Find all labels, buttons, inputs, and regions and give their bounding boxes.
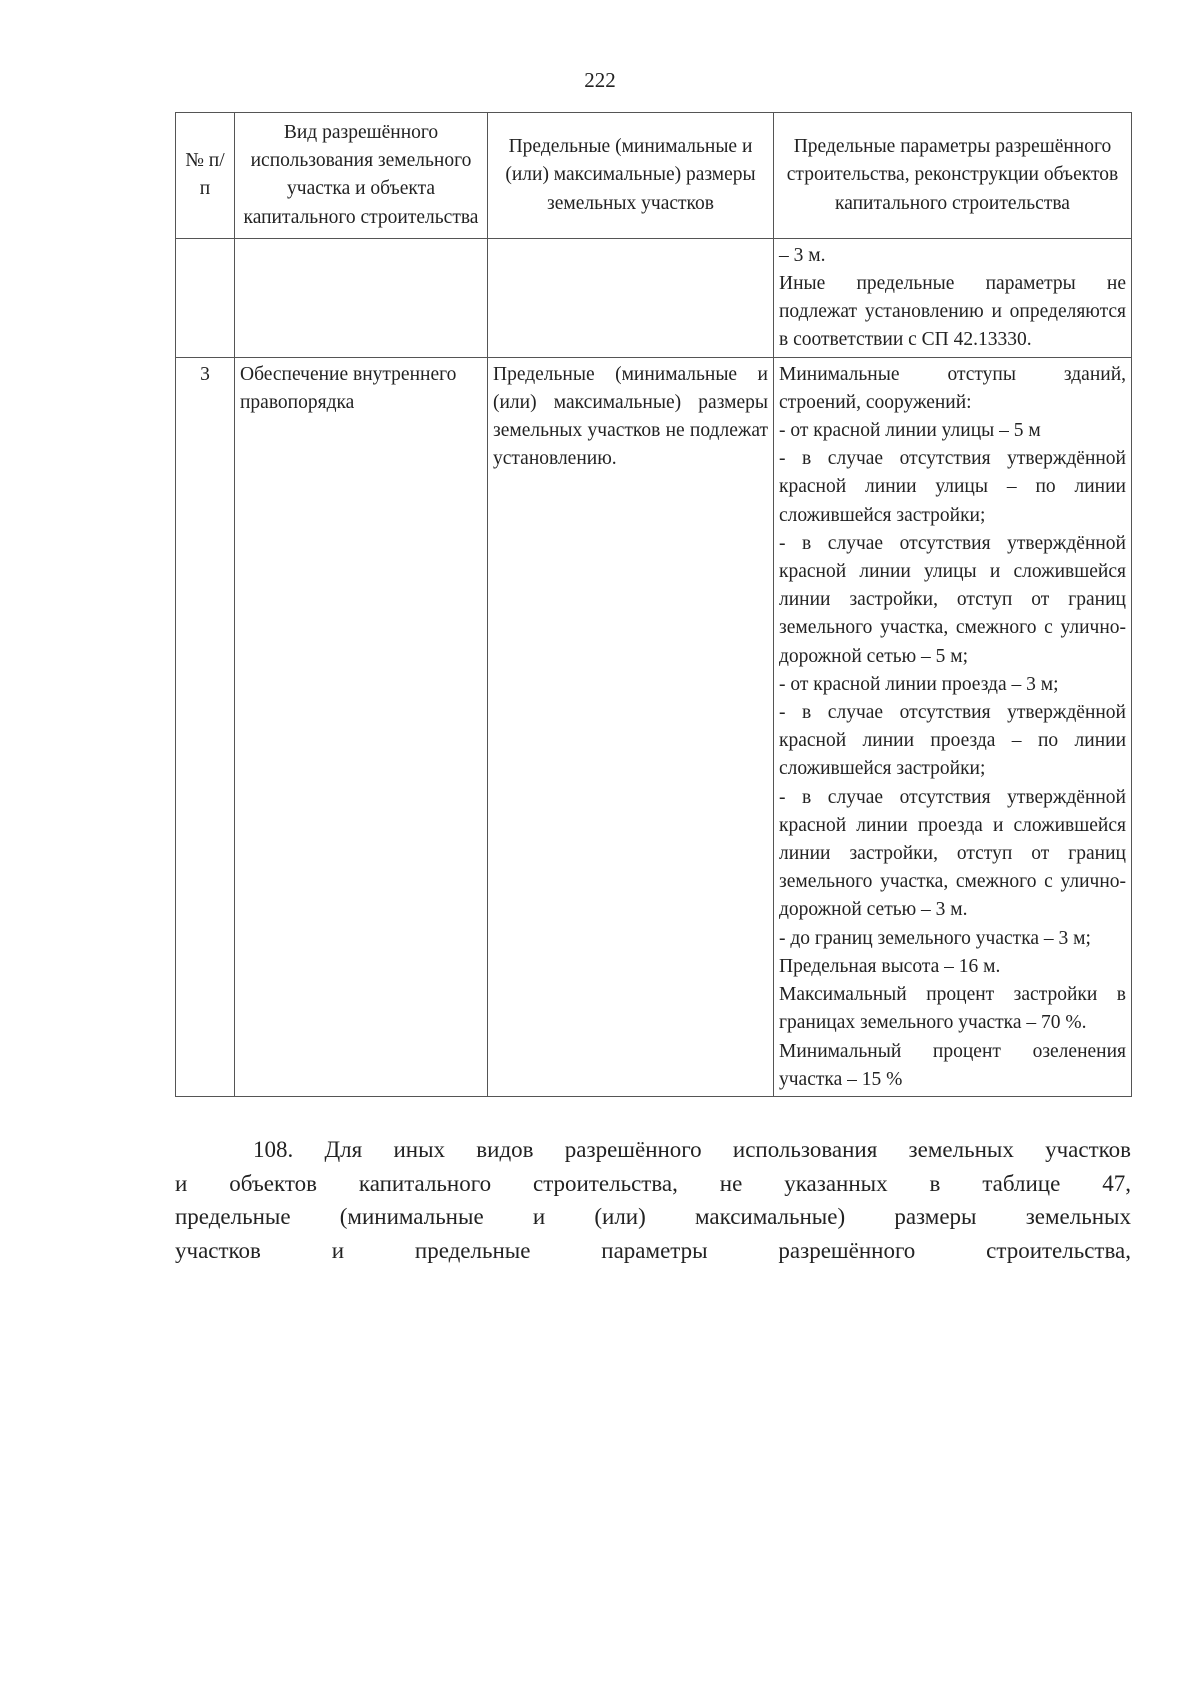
- table-row-continuation: [176, 238, 1132, 357]
- cell-number: [176, 238, 235, 357]
- param-line: Максимальный процент застройки в границах земельного участка – 70 %.: [779, 984, 1126, 1034]
- param-line: - от красной линии проезда – 3 м;: [779, 673, 1059, 695]
- cell-land-size: Предельные (минимальные и (или) максимальные) размеры земельных участков не подлежат установлению.: [488, 357, 774, 1096]
- body-paragraph: [175, 1133, 1131, 1267]
- param-line: - до границ земельного участка – 3 м;: [779, 927, 1091, 949]
- param-line: Предельная высота – 16 м.: [779, 955, 1001, 977]
- header-use-type: Вид разрешённого использования земельного участка и объекта капитального строительства: [235, 113, 488, 239]
- page-number: 222: [584, 68, 616, 92]
- header-building-params: Предельные параметры разрешённого строительства, реконструкции объектов капитального строительства: [774, 113, 1132, 239]
- header-land-size: Предельные (минимальные и (или) максимальные) размеры земельных участков: [488, 113, 774, 239]
- paragraph-line: и объектов капитального строительства, не указанных в таблице 47,: [175, 1170, 1131, 1196]
- param-line: - от красной линии улицы – 5 м: [779, 420, 1041, 442]
- param-line: Минимальный процент озеленения участка – 15 %: [779, 1040, 1126, 1090]
- param-line: – 3 м.: [779, 244, 826, 266]
- cell-land-size: [488, 238, 774, 357]
- param-line: Минимальные отступы зданий, строений, сооружений:: [779, 363, 1126, 413]
- table-row: [176, 357, 1132, 1096]
- param-line: Иные предельные параметры не подлежат установлению и определяются в соответствии с СП 42.13330.: [779, 273, 1126, 351]
- paragraph-line: участков и предельные параметры разрешённого строительства,: [175, 1237, 1131, 1263]
- regulation-table: [175, 112, 1132, 1097]
- param-line: - в случае отсутствия утверждённой красной линии улицы – по линии сложившейся застройки;: [779, 448, 1126, 526]
- cell-building-params: [774, 238, 1132, 357]
- header-number: № п/п: [176, 113, 235, 239]
- paragraph-line: предельные (минимальные и (или) максимальные) размеры земельных: [175, 1204, 1131, 1229]
- cell-use-type: Обеспечение внутреннего правопорядка: [235, 357, 488, 1096]
- param-line: - в случае отсутствия утверждённой красной линии проезда и сложившейся линии застройки, отступ от границ земельного участка, смежного с улично-дорожной сетью – 3 м.: [779, 786, 1126, 921]
- table-header-row: [176, 113, 1132, 239]
- cell-building-params: [774, 357, 1132, 1096]
- param-line: - в случае отсутствия утверждённой красной линии улицы и сложившейся линии застройки, отступ от границ земельного участка, смежного с улично-дорожной сетью – 5 м;: [779, 532, 1126, 667]
- paragraph-line: 108. Для иных видов разрешённого использования земельных участков: [253, 1137, 1131, 1162]
- param-line: - в случае отсутствия утверждённой красной линии проезда – по линии сложившейся застройки;: [779, 702, 1126, 780]
- cell-number: 3: [176, 357, 235, 1096]
- cell-use-type: [235, 238, 488, 357]
